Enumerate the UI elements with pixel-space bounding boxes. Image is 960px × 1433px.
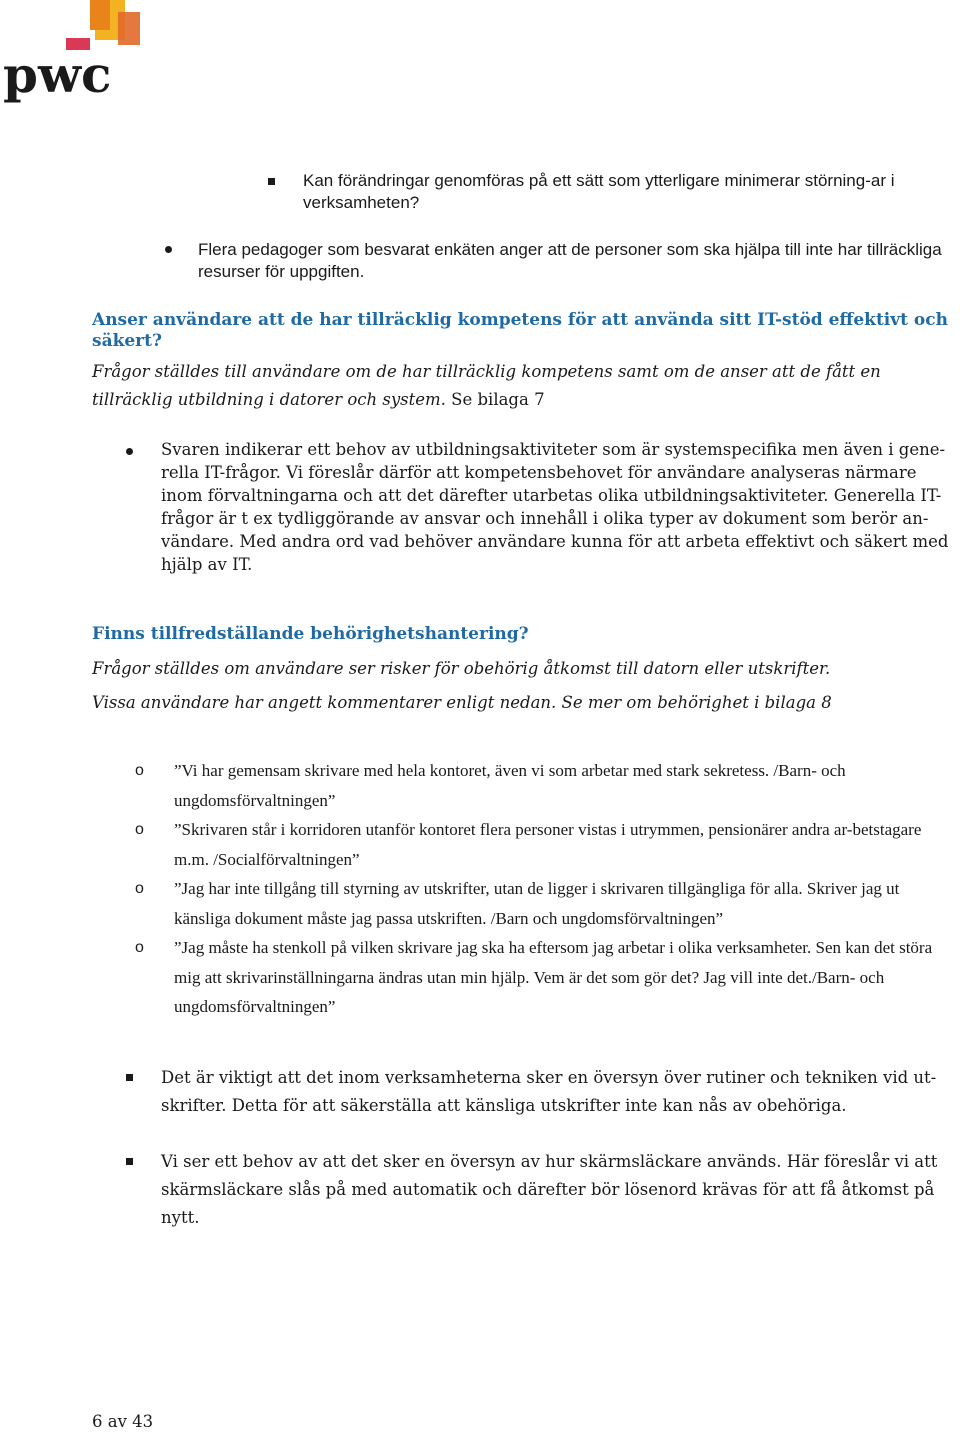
intro-italic: Frågor ställdes till användare om de har tillräcklig kompetens samt om de anser att de fått en tillräcklig utbildning i datorer och system.: [92, 362, 881, 409]
round-bullet-icon: [126, 448, 133, 455]
quote-text: ”Skrivaren står i korridoren utanför kontoret flera personer vistas i utrymmen, pensionärer andra ar-betstagare m.m. /Socialförvaltningen”: [174, 820, 922, 869]
line2-ref: Se mer om behörighet i bilaga 8: [556, 693, 832, 712]
section-line-2: [92, 689, 952, 717]
circle-bullet-icon: o: [135, 762, 144, 779]
bullet-text: Flera pedagoger som besvarat enkäten anger att de personer som ska hjälpa till inte har tillräckliga resurser för uppgiften.: [198, 240, 942, 281]
section-line-1: Frågor ställdes om användare ser risker för obehörig åtkomst till datorn eller utskrifter.: [92, 659, 831, 678]
square-bullet-icon: [126, 1158, 133, 1165]
line2-italic: Vissa användare har angett kommentarer enligt nedan.: [92, 693, 557, 712]
bullet-text: Kan förändringar genomföras på ett sätt som ytterligare minimerar störning-ar i verksamheten?: [303, 171, 895, 212]
page-number: 6 av 43: [92, 1412, 154, 1431]
section-intro: [92, 358, 932, 414]
quote-text: ”Vi har gemensam skrivare med hela kontoret, även vi som arbetar med stark sekretess. /Barn- och ungdomsförvaltningen”: [174, 761, 846, 810]
section-heading: Finns tillfredställande behörighetshantering?: [92, 624, 529, 644]
circle-bullet-icon: o: [135, 821, 144, 838]
round-bullet-icon: [165, 246, 172, 253]
quote-text: ”Jag har inte tillgång till styrning av utskrifter, utan de ligger i skrivaren tillgängliga för alla. Skriver jag ut känsliga dokument måste jag passa utskriften. /Barn och ungdomsförvaltningen”: [174, 879, 900, 928]
bullet-text: Svaren indikerar ett behov av utbildningsaktiviteter som är systemspecifika men även i gene-rella IT-frågor. Vi föreslår därför att kompetensbehovet för användare analyseras närmare inom förvaltningarna och att det därefter utarbetas olika utbildningsaktiviteter. Generella IT-frågor är t ex tydliggörande av ansvar och innehåll i olika typer av dokument som berör an-vändare. Med andra ord vad behöver användare kunna för att arbeta effektivt och säkert med hjälp av IT.: [161, 440, 949, 574]
square-bullet-icon: [126, 1074, 133, 1081]
recommendation-text: Vi ser ett behov av att det sker en översyn av hur skärmsläckare används. Här föreslår vi att skärmsläckare slås på med automatik och därefter bör lösenord krävas för att få åtkomst på nytt.: [161, 1152, 938, 1227]
pwc-logo: [0, 0, 150, 110]
square-bullet-icon: [268, 178, 275, 185]
circle-bullet-icon: o: [135, 939, 144, 956]
recommendation-text: Det är viktigt att det inom verksamheterna sker en översyn över rutiner och tekniken vid ut-skrifter. Detta för att säkerställa att känsliga utskrifter inte kan nås av obehöriga.: [161, 1068, 937, 1115]
section-heading: Anser användare att de har tillräcklig kompetens för att använda sitt IT-stöd effektivt och säkert?: [92, 310, 948, 351]
intro-ref: Se bilaga 7: [445, 390, 545, 409]
circle-bullet-icon: o: [135, 880, 144, 897]
logo-text: pwc: [3, 45, 112, 104]
quote-text: ”Jag måste ha stenkoll på vilken skrivare jag ska ha eftersom jag arbetar i olika verksamheter. Sen kan det störa mig att skrivarinställningarna ändras utan min hjälp. Vem är det som gör det? Jag vill inte det./Barn- och ungdomsförvaltningen”: [174, 938, 933, 1016]
logo-orange-block: [90, 0, 110, 30]
logo-orange-block-2: [118, 12, 140, 45]
